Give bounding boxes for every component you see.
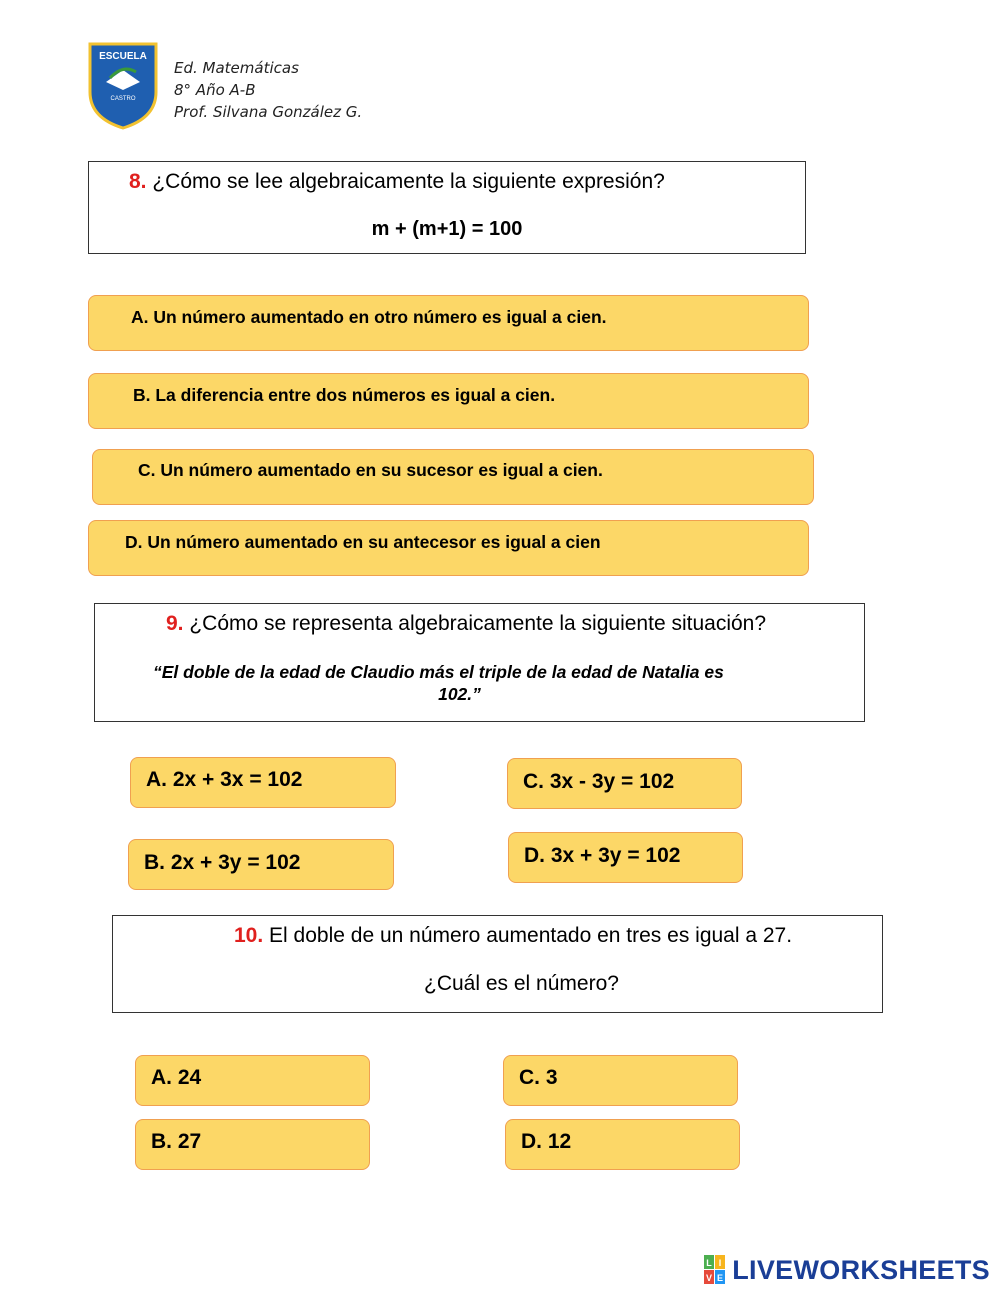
q10-option-b-label: B. 27 — [151, 1130, 202, 1153]
question-10-text — [234, 924, 792, 948]
q8-option-a-label: A. Un número aumentado en otro número es igual a cien. — [131, 307, 607, 327]
q10-option-c-label: C. 3 — [519, 1066, 558, 1089]
q10-option-d-label: D. 12 — [521, 1130, 572, 1153]
question-9-number: 9. — [166, 612, 184, 635]
q10-option-a-label: A. 24 — [151, 1066, 202, 1089]
q8-option-c[interactable] — [92, 449, 814, 505]
q10-option-a[interactable] — [135, 1055, 370, 1106]
question-10-subprompt: ¿Cuál es el número? — [424, 972, 619, 995]
q8-option-c-label: C. Un número aumentado en su sucesor es igual a cien. — [138, 460, 603, 480]
q8-option-d[interactable] — [88, 520, 809, 576]
q10-option-d[interactable] — [505, 1119, 740, 1170]
q9-option-d-label: D. 3x + 3y = 102 — [524, 844, 681, 867]
q9-option-a-label: A. 2x + 3x = 102 — [146, 768, 303, 791]
logo-text-top: ESCUELA — [99, 51, 147, 62]
question-10-number: 10. — [234, 924, 264, 947]
q8-option-b[interactable] — [88, 373, 809, 429]
subject-label: Ed. Matemáticas — [174, 59, 299, 77]
question-9-situation — [95, 661, 864, 705]
question-8-number: 8. — [129, 170, 147, 193]
question-8-expression: m + (m+1) = 100 — [371, 218, 523, 240]
q8-option-b-label: B. La diferencia entre dos números es igual a cien. — [133, 385, 556, 405]
question-10-prompt: El doble de un número aumentado en tres es igual a 27. — [269, 924, 793, 947]
question-9-box — [94, 603, 865, 722]
q9-option-c-label: C. 3x - 3y = 102 — [523, 770, 675, 793]
liveworksheets-brand — [704, 1255, 990, 1285]
q9-option-d[interactable] — [508, 832, 743, 883]
q9-option-a[interactable] — [130, 757, 396, 808]
q9-option-b-label: B. 2x + 3y = 102 — [144, 851, 301, 874]
grade-label: 8° Año A-B — [174, 81, 256, 99]
teacher-label: Prof. Silvana González G. — [174, 103, 363, 121]
q9-option-b[interactable] — [128, 839, 394, 890]
brand-letter-2: I — [719, 1258, 722, 1268]
question-9-prompt: ¿Cómo se representa algebraicamente la siguiente situación? — [189, 612, 767, 635]
situation-line-2: 102.” — [438, 684, 481, 704]
brand-letter-4: E — [717, 1273, 724, 1283]
brand-letter-3: V — [706, 1273, 713, 1283]
q8-option-d-label: D. Un número aumentado en su antecesor es igual a cien — [125, 532, 601, 552]
question-10-box — [112, 915, 883, 1013]
question-8-prompt: ¿Cómo se lee algebraicamente la siguiente expresión? — [152, 170, 665, 193]
logo-text-mid: CASTRO — [110, 96, 136, 102]
brand-text: LIVEWORKSHEETS — [732, 1254, 990, 1285]
q9-option-c[interactable] — [507, 758, 742, 809]
liveworksheets-logo-icon — [704, 1255, 726, 1285]
question-8-box — [88, 161, 806, 254]
school-logo — [88, 42, 158, 130]
brand-letter-1: L — [706, 1258, 713, 1268]
q8-option-a[interactable] — [88, 295, 809, 351]
q10-option-b[interactable] — [135, 1119, 370, 1170]
q10-option-c[interactable] — [503, 1055, 738, 1106]
question-9-text — [166, 612, 766, 636]
question-8-text — [129, 170, 665, 194]
situation-line-1: “El doble de la edad de Claudio más el triple de la edad de Natalia es — [153, 662, 724, 682]
